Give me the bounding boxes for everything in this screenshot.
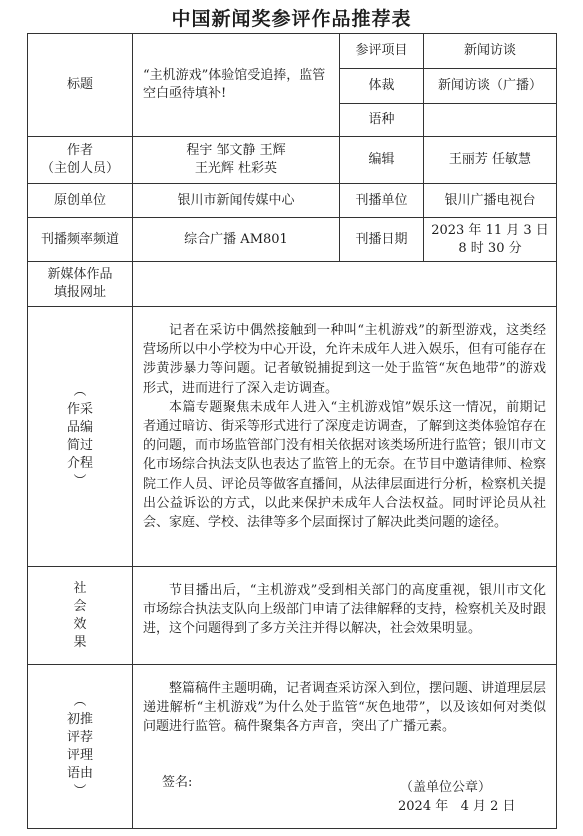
author-names-cell <box>132 136 340 184</box>
headline-cell <box>132 33 340 137</box>
review-label-3: 评理 <box>66 747 93 763</box>
effect-label-0: 社 <box>73 580 87 596</box>
form-title: 中国新闻奖参评作品推荐表 <box>171 8 412 30</box>
publish-unit-label-cell <box>339 183 424 218</box>
effect-label-1: 会 <box>73 598 87 614</box>
effect-label <box>73 580 86 652</box>
review-label-5: ︶ <box>73 783 87 799</box>
process-label-0: ︵ <box>73 383 87 399</box>
entry-category-value: 新闻访谈 <box>463 43 516 58</box>
newmedia-label-line2: 填报网址 <box>53 285 106 300</box>
author-names-line1: 程宇 邹文静 王辉 <box>186 143 286 158</box>
editor-value-cell <box>423 136 557 184</box>
author-label: 作者 （主创人员） <box>40 143 119 176</box>
process-content-cell <box>132 306 557 567</box>
channel-value: 综合广播 AM801 <box>184 231 288 247</box>
title-label-cell <box>27 33 133 137</box>
process-paragraph-1: 记者在采访中偶然接触到一种叫“主机游戏”的新型游戏，这类经营场所以中小学校为中心开设，允许未成年人进入娱乐，但有可能存在涉黄涉暴力等问题。记者敏锐捕捉到这一处于监管“灰色地带”的游戏形式，进而进行了深入走访调查。 <box>143 323 547 396</box>
newmedia-value-cell <box>132 261 557 307</box>
channel-label: 刊播频率频道 <box>40 231 119 247</box>
date-value-cell <box>423 217 557 262</box>
publish-unit-value-cell <box>423 183 557 218</box>
origin-value-cell <box>132 183 340 218</box>
effect-paragraph: 节目播出后，“主机游戏”受到相关部门的高度重视，银川市文化市场综合执法支队向上级部门申请了法律解释的支持，检察机关及时跟进，这个问题得到了多方关注并得以解决，社会效果明显。 <box>143 583 547 637</box>
process-paragraph-2: 本篇专题聚焦未成年人进入“主机游戏馆”娱乐这一情况，前期记者通过暗访、街采等形式进行了深度走访调查，了解到这类体验馆存在的问题，而市场监管部门没有相关依据对该类场所进行监管；银川市文化市场综合执法支队也表达了监管上的无奈。在节目中邀请律师、检察院工作人员、评论员等做客直播间，从法律层面进行分析，检察机关提出公益诉讼的方式，以此来保护未成年人合法权益。同时评论员从社会、家庭、学校、法律等多个层面探讨了解决此类问题的途径。 <box>143 399 547 531</box>
editor-label: 编辑 <box>368 152 395 167</box>
newmedia-label-cell <box>27 261 133 307</box>
review-label <box>67 693 93 801</box>
sign-label: 签名: <box>162 775 193 790</box>
publish-unit-label: 刊播单位 <box>355 192 408 208</box>
genre-value-cell <box>423 68 557 104</box>
review-label-cell <box>27 664 133 829</box>
seal-label: （盖单位公章） <box>400 780 492 795</box>
headline: “主机游戏”体验馆受追捧，监管空白亟待填补! <box>143 68 326 101</box>
review-paragraph: 整篇稿件主题明确，记者调查采访深入到位，摆问题、讲道理层层递进解析“主机游戏”为什么处于监管“灰色地带”，以及该如何对类似问题进行监管。稿件聚集各方声音，突出了广播元素。 <box>143 681 547 735</box>
author-names-line2: 王光辉 杜彩英 <box>194 161 278 176</box>
review-label-0: ︵ <box>73 693 87 709</box>
effect-label-cell <box>27 566 133 665</box>
date-label-cell <box>339 217 424 262</box>
date-line2: 8 时 30 分 <box>458 240 522 256</box>
process-label-3: 简过 <box>66 437 93 453</box>
newmedia-label-line1: 新媒体作品 <box>47 267 113 282</box>
process-label-1: 作采 <box>66 401 93 417</box>
date-line1: 2023 年 11 月 3 日 <box>431 222 549 238</box>
review-label-4: 语由 <box>66 765 93 781</box>
language-value-cell <box>423 103 557 137</box>
origin-value: 银川市新闻传媒中心 <box>177 192 295 208</box>
effect-label-2: 效 <box>73 616 87 632</box>
title-label: 标题 <box>66 77 93 92</box>
language-label: 语种 <box>368 112 395 127</box>
editor-label-cell <box>339 136 424 184</box>
publish-unit-value: 银川广播电视台 <box>444 192 536 208</box>
process-label-2: 品编 <box>66 419 93 435</box>
author-label-cell <box>27 136 133 184</box>
channel-label-cell <box>27 217 133 262</box>
date-label: 刊播日期 <box>355 231 408 247</box>
genre-label: 体裁 <box>368 78 395 93</box>
review-label-1: 初推 <box>66 711 93 727</box>
review-label-2: 评荐 <box>66 729 93 745</box>
language-label-cell <box>339 103 424 137</box>
process-label-5: ︶ <box>73 473 87 489</box>
genre-label-cell <box>339 68 424 104</box>
origin-label: 原创单位 <box>53 192 106 208</box>
genre-value: 新闻访谈（广播） <box>437 78 542 93</box>
process-label <box>67 383 93 491</box>
effect-content-cell <box>132 566 557 665</box>
process-label-cell <box>27 306 133 567</box>
channel-value-cell <box>132 217 340 262</box>
entry-category-label: 参评项目 <box>355 43 408 58</box>
process-label-4: 介程 <box>66 455 93 471</box>
sign-date: 2024 年 4 月 2 日 <box>398 799 516 814</box>
effect-label-3: 果 <box>73 634 87 650</box>
origin-label-cell <box>27 183 133 218</box>
entry-category-label-cell <box>339 33 424 69</box>
editor-value: 王丽芳 任敏慧 <box>448 152 532 167</box>
entry-category-value-cell <box>423 33 557 69</box>
